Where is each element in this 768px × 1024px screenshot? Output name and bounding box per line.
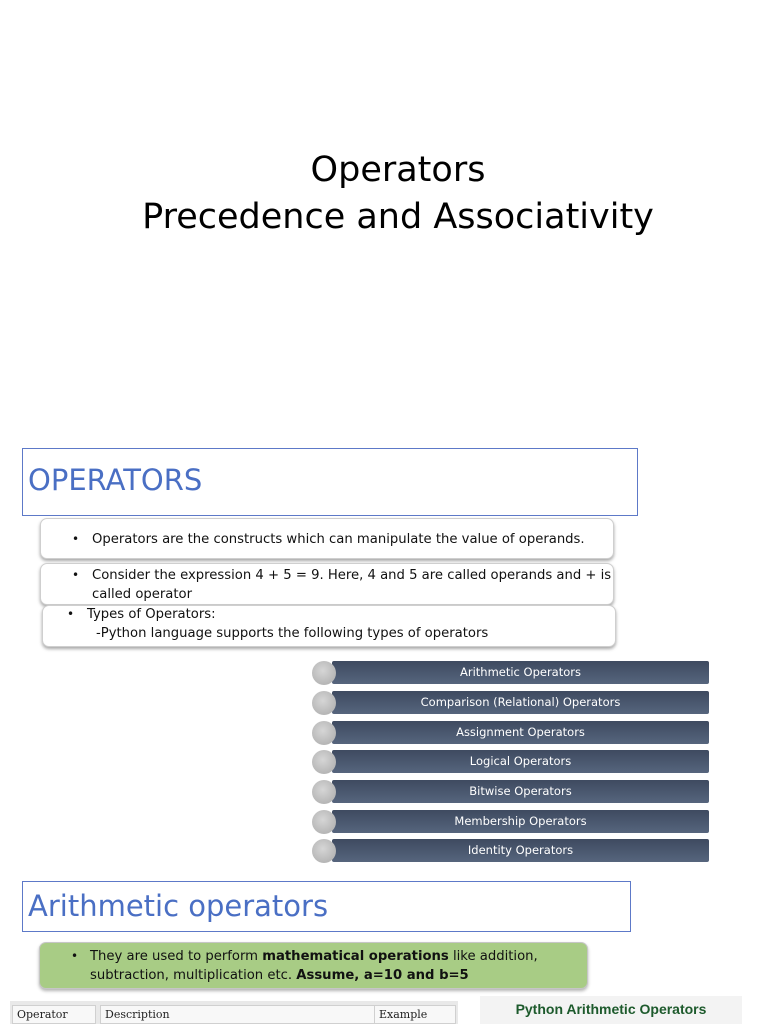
note-line-1: [90, 947, 538, 966]
operator-type-logical: [312, 750, 709, 773]
note-text: like addition,: [448, 949, 538, 964]
table-header-operator: Operator: [12, 1005, 96, 1024]
operator-type-membership: [312, 810, 709, 833]
arithmetic-heading-box: [22, 881, 631, 932]
bullet-icon: •: [72, 568, 80, 582]
note-text: subtraction, multiplication etc.: [90, 968, 297, 983]
operator-type-arithmetic: [312, 661, 709, 684]
bullet-icon: •: [72, 532, 80, 546]
operator-type-comparison: [312, 691, 709, 714]
bullet-card-3: [42, 605, 616, 647]
operator-type-assignment: [312, 721, 709, 744]
bullet-icon: •: [67, 607, 75, 621]
circle-bullet-icon: [312, 810, 336, 834]
bullet-text-line-2: -Python language supports the following types of operators: [96, 626, 489, 641]
python-arithmetic-operators-title: Python Arithmetic Operators: [480, 996, 742, 1024]
table-header-example: Example: [374, 1005, 456, 1024]
bullet-text-line-1: Consider the expression 4 + 5 = 9. Here, 4 and 5 are called operands and + is: [92, 568, 612, 583]
circle-bullet-icon: [312, 661, 336, 685]
note-text: They are used to perform: [90, 949, 263, 964]
circle-bullet-icon: [312, 721, 336, 745]
operator-type-label: Bitwise Operators: [332, 780, 709, 803]
table-header-description: Description: [100, 1005, 378, 1024]
operator-type-identity: [312, 839, 709, 862]
bullet-text: Operators are the constructs which can manipulate the value of operands.: [92, 532, 585, 547]
arithmetic-heading: Arithmetic operators: [28, 889, 329, 923]
operator-type-label: Membership Operators: [332, 810, 709, 833]
bullet-text-line-2: called operator: [92, 587, 193, 602]
operator-type-label: Comparison (Relational) Operators: [332, 691, 709, 714]
note-bold-text: mathematical operations: [262, 949, 449, 964]
bullet-card-1: [40, 518, 614, 559]
circle-bullet-icon: [312, 691, 336, 715]
operators-table-header: [10, 1001, 458, 1024]
bullet-icon: •: [71, 949, 79, 963]
circle-bullet-icon: [312, 750, 336, 774]
operator-type-label: Identity Operators: [332, 839, 709, 862]
operators-heading: OPERATORS: [28, 463, 203, 497]
operator-type-label: Logical Operators: [332, 750, 709, 773]
circle-bullet-icon: [312, 839, 336, 863]
note-line-2: [90, 966, 469, 985]
arithmetic-note-card: [39, 942, 588, 989]
operator-type-label: Arithmetic Operators: [332, 661, 709, 684]
note-bold-text: Assume, a=10 and b=5: [296, 968, 469, 983]
operator-type-bitwise: [312, 780, 709, 803]
page-title-line-1: Operators: [310, 150, 486, 190]
circle-bullet-icon: [312, 780, 336, 804]
bullet-card-2: [40, 563, 614, 605]
bullet-text-line-1: Types of Operators:: [87, 607, 216, 622]
operators-heading-box: [22, 448, 638, 516]
page-title-line-2: Precedence and Associativity: [142, 197, 654, 237]
operator-type-label: Assignment Operators: [332, 721, 709, 744]
